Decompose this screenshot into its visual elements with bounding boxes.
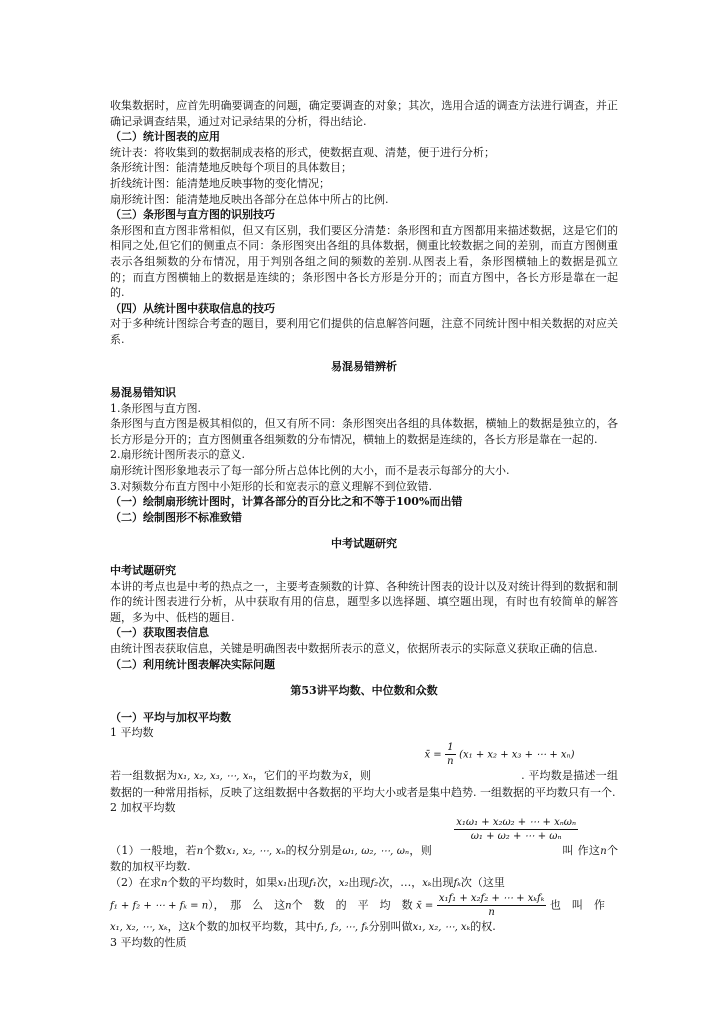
subsection-title: 中考试题研究 [110, 564, 176, 578]
list-item: 2 加权平均数 [110, 801, 176, 815]
frequency-denominator: n [488, 906, 495, 918]
section-title: 中考试题研究 [331, 537, 397, 551]
paragraph [110, 843, 618, 875]
math-run: n [600, 845, 607, 857]
paragraph: 条形图和直方图非常相似，但又有区别，我们要区分清楚：条形图和直方图都用来描述数据，这是它们的相同之处,但它们的侧重点不同：条形图突出各组的具体数据，侧重比较数据之间的差别，而直方图侧重表示各组频数的分布情况，用于判别各组之间的频数的差别.从图表上看，条形图横轴上的数据是孤立的；而直方图横轴上的数据是连续的；条形图中各长方形是分开的；而直方图中，各长方形是靠在一起的. [110, 223, 618, 300]
list-item: 3.对频数分布直方图中小矩形的长和宽表示的意义理解不到位致错. [110, 479, 432, 493]
text-run: ，这 [167, 919, 190, 933]
text-run: 个 数 的 平 均 数 [291, 898, 413, 912]
math-run: f₂ [370, 877, 379, 889]
paragraph [110, 875, 618, 892]
math-run: ω₁, ω₂, ⋯, ωₙ [342, 845, 410, 857]
math-run: f₁ [309, 877, 317, 889]
math-run: x₁, x₂, x₃, ⋯, xₙ [177, 770, 253, 782]
math-run: fₖ [453, 877, 461, 889]
paragraph: 扇形统计图：能清楚地反映出各部分在总体中所占的比例. [110, 192, 389, 206]
paragraph: 对于多种统计图综合考查的题目，要利用它们提供的信息解答问题，注意不同统计图中相关数据的对应关系. [110, 317, 618, 346]
mean-rhs: (x₁ + x₂ + x₃ + ⋯ + xₙ) [459, 749, 575, 761]
math-run: n [161, 877, 168, 889]
section-heading: （二）利用统计图表解决实际问题 [110, 657, 275, 671]
math-run: x̄ = [416, 900, 434, 912]
text-run: 次（这里 [460, 875, 505, 889]
section-heading: （三）条形图与直方图的识别技巧 [110, 208, 275, 222]
frequency-formula-line [110, 892, 618, 919]
text-run: 个数的加权平均数，其中 [195, 919, 317, 933]
list-item: 1 平均数 [110, 726, 154, 740]
paragraph: 本讲的考点也是中考的热点之一，主要考查频数的计算、各种统计图表的设计以及对统计得到的数据和制作的统计图表进行分析，从中获取有用的信息，题型多以选择题、填空题出现，有时也有较简单的解答题，多为中、低档的题目. [110, 579, 618, 624]
list-item: 2.扇形统计图所表示的意义. [110, 448, 245, 462]
paragraph [110, 919, 618, 936]
text-run: 的权. [470, 919, 496, 933]
paragraph: 条形统计图：能清楚地反映每个项目的具体数目； [110, 161, 352, 175]
section-title: 易混易错辨析 [331, 359, 397, 373]
text-run: 次，…， [378, 875, 423, 889]
math-run: n [196, 845, 204, 857]
math-run: f₁, f₂, ⋯, fₖ [316, 921, 369, 933]
document-page [110, 98, 618, 951]
math-run: x₁, x₂, ⋯, xₖ [110, 921, 168, 933]
text-run: ，则 [409, 843, 433, 857]
text-run: 也 叫 作 [549, 898, 605, 912]
text-run: . 平均数 [521, 768, 563, 782]
section-heading: （二）绘制图形不标准致错 [110, 510, 242, 524]
subsection-title: 易混易错知识 [110, 386, 176, 400]
section-heading: （一）获取图表信息 [110, 626, 209, 640]
weighted-denominator: ω₁ + ω₂ + ⋯ + ωₙ [470, 830, 562, 842]
text-run: （2）在求 [110, 875, 161, 889]
list-item: 3 平均数的性质 [110, 936, 187, 950]
section-heading: （一）平均与加权平均数 [110, 710, 231, 724]
math-run: xₖ [422, 877, 432, 889]
text-run: 出现 [287, 875, 310, 889]
frequency-fraction [437, 892, 547, 919]
section-heading: （一）绘制扇形统计图时，计算各部分的百分比之和不等于100%而出错 [110, 495, 463, 509]
text-run: 个数 [203, 843, 227, 857]
text-run: 是描述一组数据的一种常用指标，反映了这组数据中各数据的平均大小或者是集中趋势. 一组数据的平均数只有一个. [110, 768, 619, 799]
text-run: ）， 那 么 这 [208, 898, 286, 912]
paragraph: 由统计图表获取信息，关键是明确图表中数据所表示的意义，依据所表示的实际意义获取正确的信息. [110, 642, 598, 655]
weighted-fraction [454, 816, 578, 843]
math-run: n [285, 900, 292, 912]
paragraph [110, 768, 618, 800]
paragraph: 统计表：将收集到的数据制成表格的形式，使数据直观、清楚，便于进行分析； [110, 145, 495, 159]
text-run: （1）一般地，若 [110, 843, 197, 857]
text-run: 出现 [348, 875, 371, 889]
mean-numerator: 1 [445, 741, 455, 755]
text-run: 的权分别是 [285, 843, 343, 857]
math-run: k [189, 921, 196, 933]
text-run: 分别叫做 [368, 919, 413, 933]
chapter-title: 第53讲平均数、中位数和众数 [290, 684, 438, 698]
paragraph: 扇形统计图形象地表示了每一部分所占总体比例的大小，而不是表示每部分的大小. [110, 464, 510, 478]
math-run: x₂ [338, 877, 349, 889]
text-run: 个数的平均数时，如果 [167, 875, 278, 889]
mean-formula-line [110, 741, 618, 768]
text-run: ，它们的平均数为 [252, 768, 343, 782]
weighted-formula-line [110, 816, 618, 843]
text-run: 叫 [562, 843, 574, 857]
text-run: 出现 [431, 875, 454, 889]
mean-fraction [445, 741, 455, 768]
math-run: x₁, x₂, ⋯, xₖ [412, 921, 471, 933]
text-run: ，则 [348, 768, 372, 782]
list-item: 1.条形图与直方图. [110, 401, 201, 415]
paragraph: 条形图与直方图是极其相似的，但又有所不同：条形图突出各组的具体数据，横轴上的数据是独立的，各长方形是分开的；直方图侧重各组频数的分布情况，横轴上的数据是连续的，各长方形是靠在一起的. [110, 417, 618, 446]
frequency-numerator: x₁f₁ + x₂f₂ + ⋯ + xₖfₖ [438, 892, 545, 904]
mean-lhs: x̄ = [424, 749, 442, 761]
text-run: 个数的加权平均数. [110, 843, 619, 874]
math-run: x̄ [342, 770, 349, 782]
section-heading: （二）统计图表的应用 [110, 130, 220, 144]
text-run: 若一组数据为 [110, 768, 178, 782]
weighted-numerator: x₁ω₁ + x₂ω₂ + ⋯ + xₙωₙ [456, 816, 576, 828]
text-run: 作这 [577, 843, 601, 857]
paragraph: 折线统计图：能清楚地反映事物的变化情况； [110, 176, 330, 190]
section-heading: （四）从统计图中获取信息的技巧 [110, 301, 275, 315]
text-run: 次， [316, 875, 339, 889]
mean-denominator: n [447, 755, 454, 767]
paragraph: 收集数据时，应首先明确要调查的问题，确定要调查的对象；其次，选用合适的调查方法进行调查，并正确记录调查结果，通过对记录结果的分析，得出结论. [110, 99, 618, 128]
math-run: f₁ + f₂ + ⋯ + fₖ = n [110, 900, 209, 912]
math-run: x₁, x₂, ⋯, xₙ [226, 845, 286, 857]
math-run: x₁ [277, 877, 288, 889]
